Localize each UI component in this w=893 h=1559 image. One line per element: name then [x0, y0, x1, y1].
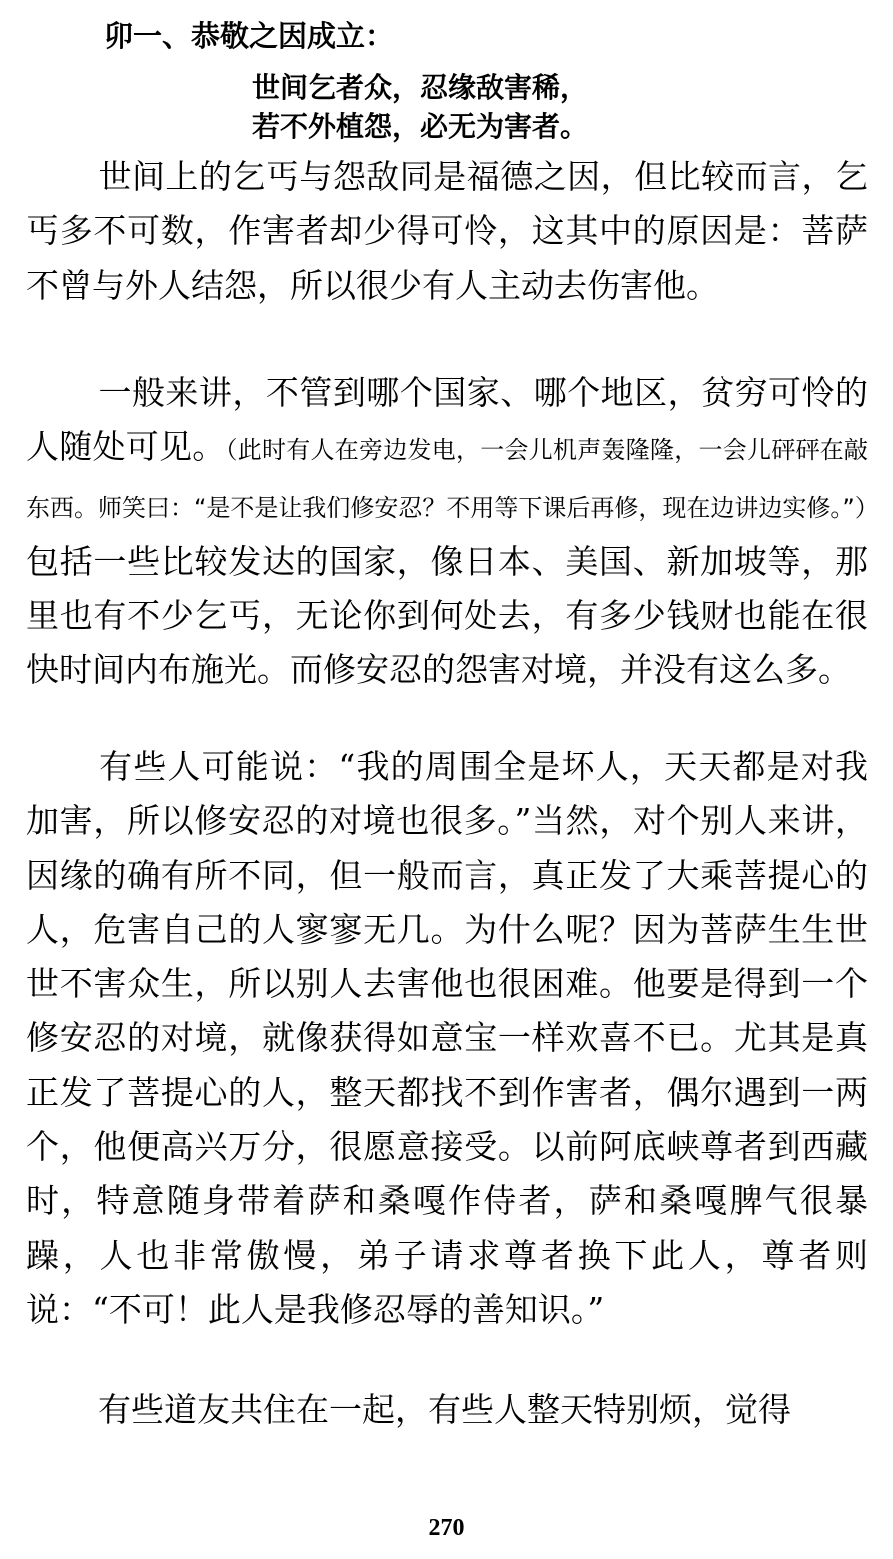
- section-heading: 卯一、恭敬之因成立：: [104, 19, 395, 53]
- paragraph-2: [26, 366, 879, 698]
- paragraph-1: [26, 150, 868, 313]
- paragraph-3: [26, 740, 868, 1337]
- paragraph-4-text: 有些道友共住在一起，有些人整天特别烦，觉得: [98, 1390, 791, 1429]
- paragraph-4: [26, 1383, 868, 1437]
- lecture-note: （此时有人在旁边发电，一会儿机声轰隆隆，一会儿砰砰在敲东西。师笑曰：“是不是让我们修安忍？不用等下课后再修，现在边讲边实修。”）: [26, 436, 879, 522]
- paragraph-2-text-before: 一般来讲，不管到哪个国家、哪个地区，贫穷可怜的人随处可见。: [26, 373, 868, 467]
- paragraph-1-text: 世间上的乞丐与怨敌同是福德之因，但比较而言，乞丐多不可数，作害者却少得可怜，这其中的原因是：菩萨不曾与外人结怨，所以很少有人主动去伤害他。: [26, 157, 868, 305]
- page-number: 270: [428, 1515, 465, 1541]
- paragraph-3-text: 有些人可能说：“我的周围全是坏人，天天都是对我加害，所以修安忍的对境也很多。”当然，对个别人来讲，因缘的确有所不同，但一般而言，真正发了大乘菩提心的人，危害自己的人寥寥无几。为什么呢？因为菩萨生生世世不害众生，所以别人去害他也很困难。他要是得到一个修安忍的对境，就像获得如意宝一样欢喜不已。尤其是真正发了菩提心的人，整天都找不到作害者，偶尔遇到一两个，他便高兴万分，很愿意接受。以前阿底峡尊者到西藏时，特意随身带着萨和桑嘎作侍者，萨和桑嘎脾气很暴躁，人也非常傲慢，弟子请求尊者换下此人，尊者则说：“不可！此人是我修忍辱的善知识。”: [26, 747, 868, 1329]
- paragraph-2-text-after: 包括一些比较发达的国家，像日本、美国、新加坡等，那里也有不少乞丐，无论你到何处去，有多少钱财也能在很快时间内布施光。而修安忍的怨害对境，并没有这么多。: [26, 541, 868, 690]
- verse-line-2: 若不外植怨，必无为害者。: [252, 110, 589, 143]
- verse-line-1: 世间乞者众，忍缘敌害稀，: [252, 71, 589, 104]
